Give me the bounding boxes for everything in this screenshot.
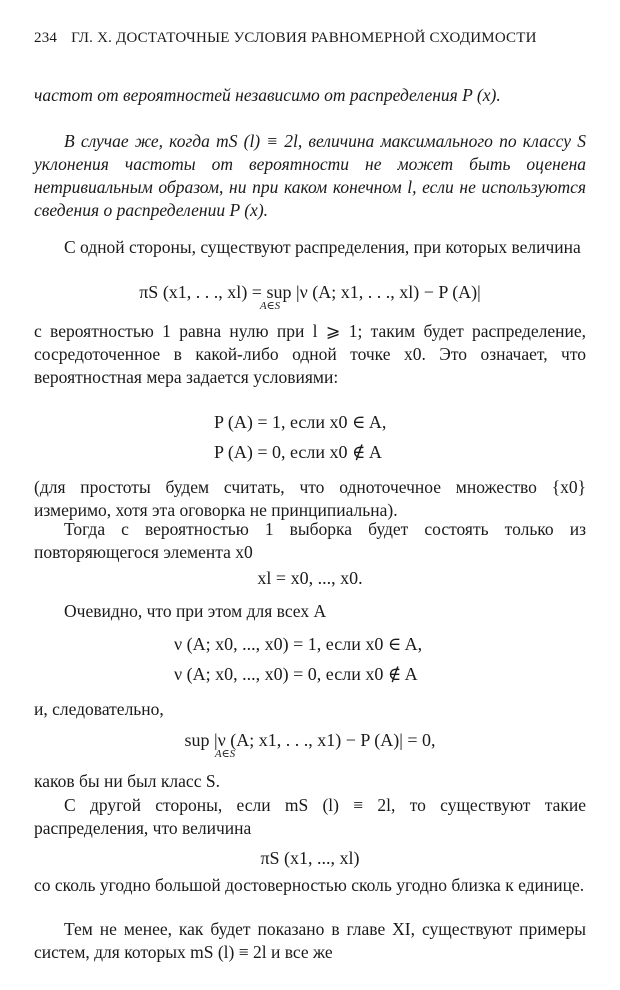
paragraph-5: (для простоты будем считать, что одноточечное множество {x0} измеримо, хотя эта оговорка не принципиальна). [34,477,586,520]
running-title: ГЛ. X. ДОСТАТОЧНЫЕ УСЛОВИЯ РАВНОМЕРНОЙ СХОДИМОСТИ [71,30,537,46]
formula-sup-zero-subscript: A∈S [214,748,236,760]
formula-frequency-line-2: ν (A; x0, ..., x0) = 0, если x0 ∉ A [174,664,418,684]
page-number: 234 [34,30,58,46]
paragraph-3: С одной стороны, существуют распределения, при которых величина [64,237,581,257]
formula-pi-sup-main: πS (x1, . . ., xl) = sup |ν (A; x1, . . ., xl) − P (A)| [139,282,481,302]
formula-measure-line-1: P (A) = 1, если x0 ∈ A, [214,412,387,432]
formula-pi-sup [34,280,586,312]
formula-sample: xl = x0, ..., x0. [257,568,363,588]
paragraph-2: В случае же, когда mS (l) ≡ 2l, величина максимального по классу S уклонения частоты от вероятности не может быть оценена нетривиальным образом, ни при каком конечном l, если не используются сведения о распределении P (x). [34,131,586,220]
formula-pi: πS (x1, ..., xl) [260,848,360,868]
formula-sup-zero-main: sup |ν (A; x1, . . ., x1) − P (A)| = 0, [184,730,436,750]
paragraph-9: каков бы ни был класс S. [34,771,220,791]
paragraph-10: С другой стороны, если mS (l) ≡ 2l, то существуют такие распределения, что величина [34,795,586,838]
running-header [34,30,586,47]
paragraph-12: Тем не менее, как будет показано в главе XI, существуют примеры систем, для которых mS (l) ≡ 2l и все же [34,919,586,962]
formula-sup-zero [34,728,586,760]
paragraph-6: Тогда с вероятностью 1 выборка будет состоять только из повторяющегося элемента x0 [34,519,586,562]
paragraph-4: с вероятностью 1 равна нулю при l ⩾ 1; таким будет распределение, сосредоточенное в какой-либо одной точке x0. Это означает, что вероятностная мера задается условиями: [34,321,586,387]
formula-measure-line-2: P (A) = 0, если x0 ∉ A [214,442,382,462]
paragraph-8: и, следовательно, [34,699,164,719]
formula-pi-sup-subscript: A∈S [259,300,281,312]
paragraph-11: со сколь угодно большой достоверностью сколь угодно близка к единице. [34,875,585,895]
book-page [34,0,586,990]
formula-frequency-line-1: ν (A; x0, ..., x0) = 1, если x0 ∈ A, [174,634,423,654]
paragraph-7: Очевидно, что при этом для всех A [64,601,327,621]
paragraph-1: частот от вероятностей независимо от распределения P (x). [34,85,501,105]
